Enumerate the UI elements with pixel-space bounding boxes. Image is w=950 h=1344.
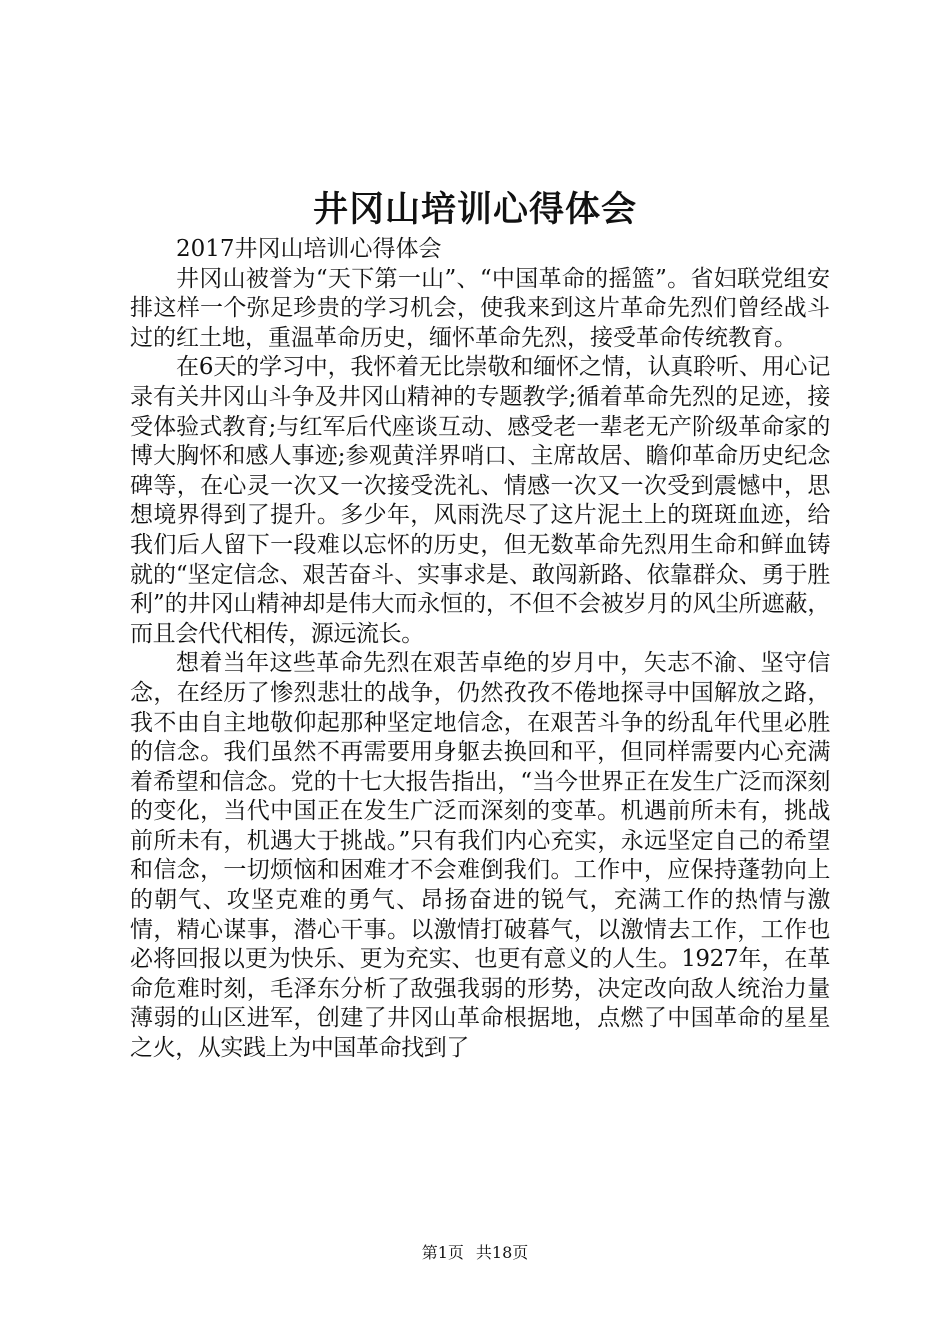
body-paragraph: 在6天的学习中，我怀着无比崇敬和缅怀之情，认真聆听、用心记录有关井冈山斗争及井冈山精神的专题教学;循着革命先烈的足迹，接受体验式教育;与红军后代座谈互动、感受老一辈老无产阶级革命家的博大胸怀和感人事迹;参观黄洋界哨口、主席故居、瞻仰革命历史纪念碑等，在心灵一次又一次接受洗礼、情感一次又一次受到震憾中，思想境界得到了提升。多少年，风雨洗尽了这片泥土上的斑斑血迹，给我们后人留下一段难以忘怀的历史，但无数革命先烈用生命和鲜血铸就的“坚定信念、艰苦奋斗、实事求是、敢闯新路、依靠群众、勇于胜利”的井冈山精神却是伟大而永恒的，不但不会被岁月的风尘所遮蔽，而且会代代相传，源远流长。 — [130, 354, 830, 647]
page-total: 共18页 — [475, 1243, 529, 1262]
page-footer — [0, 1241, 950, 1265]
subtitle-line: 2017井冈山培训心得体会 — [176, 236, 442, 262]
document-body — [130, 235, 830, 1064]
body-paragraph: 井冈山被誉为“天下第一山”、“中国革命的摇篮”。省妇联党组安排这样一个弥足珍贵的学习机会，使我来到这片革命先烈们曾经战斗过的红土地，重温革命历史，缅怀革命先烈，接受革命传统教育。 — [130, 265, 830, 351]
body-paragraph: 想着当年这些革命先烈在艰苦卓绝的岁月中，矢志不渝、坚守信念，在经历了惨烈悲壮的战争，仍然孜孜不倦地探寻中国解放之路，我不由自主地敬仰起那种坚定地信念，在艰苦斗争的纷乱年代里必胜的信念。我们虽然不再需要用身躯去换回和平，但同样需要内心充满着希望和信念。党的十七大报告指出，“当今世界正在发生广泛而深刻的变化，当代中国正在发生广泛而深刻的变革。机遇前所未有，挑战前所未有，机遇大于挑战。”只有我们内心充实，永远坚定自己的希望和信念，一切烦恼和困难才不会难倒我们。工作中，应保持蓬勃向上的朝气、攻坚克难的勇气、昂扬奋进的锐气，充满工作的热情与激情，精心谋事，潜心干事。以激情打破暮气，以激情去工作，工作也必将回报以更为快乐、更为充实、也更有意义的人生。1927年，在革命危难时刻，毛泽东分析了敌强我弱的形势，决定改向敌人统治力量薄弱的山区进军，创建了井冈山革命根据地，点燃了中国革命的星星之火，从实践上为中国革命找到了 — [130, 650, 830, 1062]
document-title: 井冈山培训心得体会 — [312, 189, 637, 230]
page-number: 第1页 — [421, 1243, 464, 1262]
